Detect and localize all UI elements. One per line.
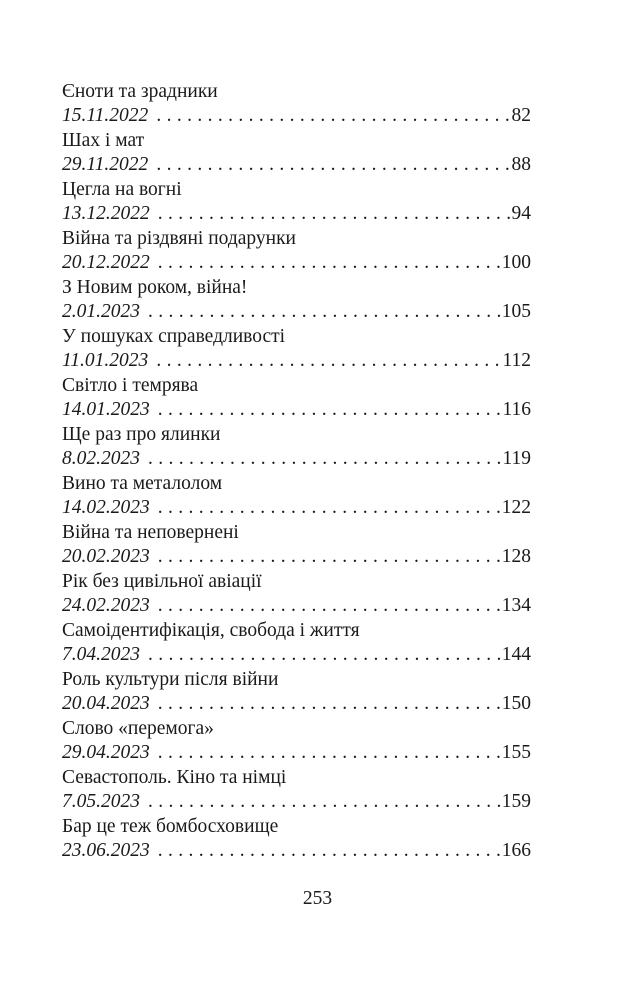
toc-entry-title: Війна та різдвяні подарунки bbox=[62, 228, 296, 249]
toc-entry-line bbox=[62, 545, 531, 569]
toc-entry-line bbox=[62, 251, 531, 275]
toc-entry-line bbox=[62, 790, 531, 814]
toc-entry-line bbox=[62, 594, 531, 618]
toc-entry-date: 20.04.2023 bbox=[62, 693, 150, 714]
toc-entry-page: 100 bbox=[501, 252, 531, 273]
toc-entry-line bbox=[62, 104, 531, 128]
toc-entry-title: Севастополь. Кіно та німці bbox=[62, 767, 287, 788]
toc-entry-date: 7.04.2023 bbox=[62, 644, 140, 665]
toc-entry bbox=[62, 422, 531, 471]
dot-leader bbox=[148, 300, 502, 324]
toc-entry bbox=[62, 177, 531, 226]
toc-entry-page: 116 bbox=[502, 399, 531, 420]
toc-entry-line bbox=[62, 300, 531, 324]
toc-entry-date: 14.01.2023 bbox=[62, 399, 150, 420]
toc-entry-page: 150 bbox=[501, 693, 531, 714]
toc-entry-title: Цегла на вогні bbox=[62, 179, 182, 200]
toc-entry-title: Самоідентифікація, свобода і життя bbox=[62, 620, 360, 641]
toc-entry-date: 24.02.2023 bbox=[62, 595, 150, 616]
toc-entry-page: 82 bbox=[511, 105, 531, 126]
toc-entry-date: 29.11.2022 bbox=[62, 154, 149, 175]
toc-entry bbox=[62, 765, 531, 814]
toc-entry-line bbox=[62, 643, 531, 667]
toc-entry bbox=[62, 618, 531, 667]
toc-entry-date: 14.02.2023 bbox=[62, 497, 150, 518]
toc-entry bbox=[62, 226, 531, 275]
toc-entry-date: 29.04.2023 bbox=[62, 742, 150, 763]
toc-entry bbox=[62, 79, 531, 128]
dot-leader bbox=[156, 104, 511, 128]
toc-entry-title: Вино та металолом bbox=[62, 473, 223, 494]
toc-entry-page: 112 bbox=[502, 350, 531, 371]
toc-entry bbox=[62, 373, 531, 422]
toc-entry bbox=[62, 814, 531, 863]
toc-entry-page: 128 bbox=[501, 546, 531, 567]
dot-leader bbox=[158, 545, 502, 569]
toc-entry-title: У пошуках справедливості bbox=[62, 326, 286, 347]
dot-leader bbox=[148, 643, 502, 667]
toc-entry bbox=[62, 471, 531, 520]
toc-entry-title: З Новим роком, війна! bbox=[62, 277, 248, 298]
toc-entry-date: 11.01.2023 bbox=[62, 350, 149, 371]
toc-entry-title: Ще раз про ялинки bbox=[62, 424, 221, 445]
toc-entry-title: Бар це теж бомбосховище bbox=[62, 816, 279, 837]
toc-entry-line bbox=[62, 398, 531, 422]
toc-entry-title: Єноти та зрадники bbox=[62, 81, 218, 102]
dot-leader bbox=[158, 251, 502, 275]
toc-entry-line bbox=[62, 202, 531, 226]
toc-entry-title: Шах і мат bbox=[62, 130, 145, 151]
toc-entry-date: 23.06.2023 bbox=[62, 840, 150, 861]
toc-entry-line bbox=[62, 692, 531, 716]
toc-entry bbox=[62, 716, 531, 765]
toc-entry-line bbox=[62, 349, 531, 373]
dot-leader bbox=[156, 349, 502, 373]
dot-leader bbox=[158, 496, 502, 520]
toc-entry-line bbox=[62, 153, 531, 177]
toc-entry-line bbox=[62, 741, 531, 765]
toc-entry-page: 122 bbox=[501, 497, 531, 518]
dot-leader bbox=[148, 790, 502, 814]
toc-entry bbox=[62, 667, 531, 716]
toc-entry-page: 119 bbox=[502, 448, 531, 469]
toc-entry bbox=[62, 324, 531, 373]
toc-entry bbox=[62, 275, 531, 324]
dot-leader bbox=[158, 692, 502, 716]
toc-entry-line bbox=[62, 496, 531, 520]
toc-entry-title: Світло і темрява bbox=[62, 375, 199, 396]
toc-entry bbox=[62, 128, 531, 177]
toc-entry-line bbox=[62, 839, 531, 863]
toc-entry-page: 144 bbox=[501, 644, 531, 665]
toc-entry-page: 88 bbox=[511, 154, 531, 175]
dot-leader bbox=[158, 741, 502, 765]
dot-leader bbox=[158, 594, 502, 618]
toc-entry-page: 134 bbox=[501, 595, 531, 616]
toc-entry-title: Війна та неповернені bbox=[62, 522, 239, 543]
toc-entry-page: 155 bbox=[501, 742, 531, 763]
toc-entry-page: 159 bbox=[501, 791, 531, 812]
toc-entry bbox=[62, 569, 531, 618]
toc-entry-title: Слово «перемога» bbox=[62, 718, 214, 739]
dot-leader bbox=[148, 447, 502, 471]
toc-entry-page: 166 bbox=[501, 840, 531, 861]
toc-entry-page: 94 bbox=[511, 203, 531, 224]
toc-entry-page: 105 bbox=[501, 301, 531, 322]
toc-entry-title: Роль культури після війни bbox=[62, 669, 279, 690]
toc-entry-date: 20.02.2023 bbox=[62, 546, 150, 567]
toc-entry bbox=[62, 520, 531, 569]
dot-leader bbox=[158, 839, 502, 863]
toc-entry-date: 7.05.2023 bbox=[62, 791, 140, 812]
toc-entry-date: 15.11.2022 bbox=[62, 105, 149, 126]
toc-entry-date: 13.12.2022 bbox=[62, 203, 150, 224]
dot-leader bbox=[158, 398, 503, 422]
dot-leader bbox=[156, 153, 511, 177]
toc-entry-line bbox=[62, 447, 531, 471]
toc-entry-date: 2.01.2023 bbox=[62, 301, 140, 322]
toc-entry-title: Рік без цивільної авіації bbox=[62, 571, 262, 592]
toc-entry-date: 20.12.2022 bbox=[62, 252, 150, 273]
page-number: 253 bbox=[302, 888, 333, 909]
toc-entry-date: 8.02.2023 bbox=[62, 448, 140, 469]
dot-leader bbox=[158, 202, 512, 226]
table-of-contents bbox=[62, 79, 531, 863]
